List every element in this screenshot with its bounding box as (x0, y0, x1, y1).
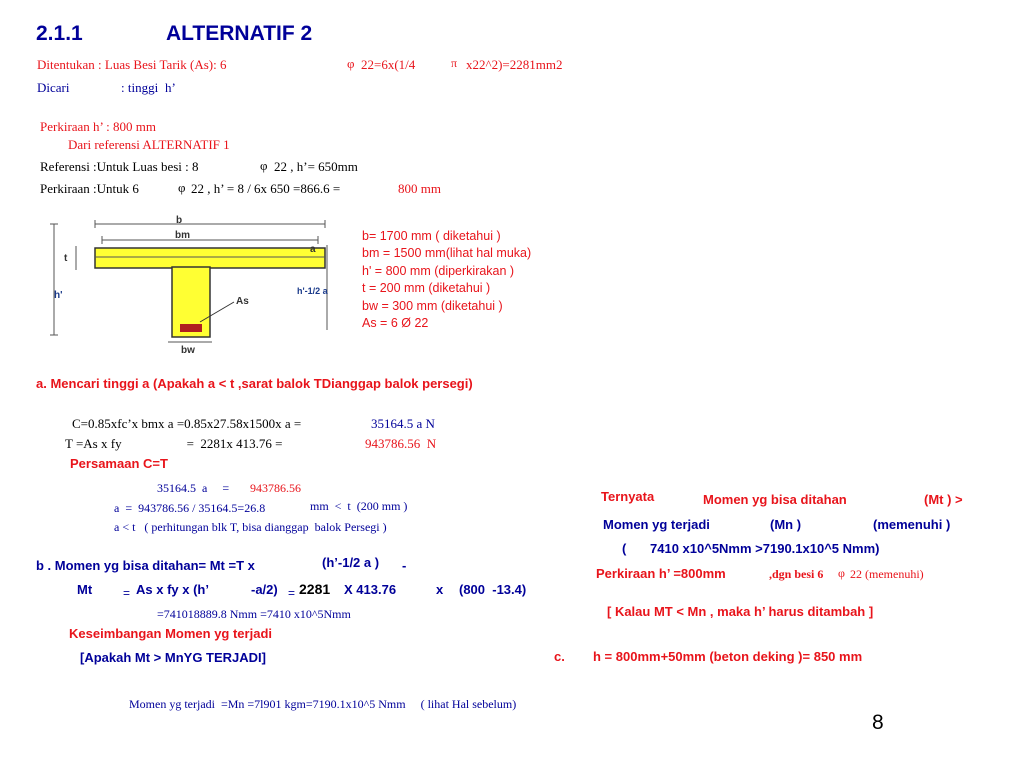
right-line-1: Momen yg bisa ditahan (703, 492, 847, 507)
spec-b: b= 1700 mm ( diketahui ) (362, 229, 501, 243)
mt-expression-fy: X 413.76 (344, 582, 397, 597)
spec-bm: bm = 1500 mm(lihat hal muka) (362, 246, 532, 261)
mt-eq: = (123, 586, 131, 600)
mt-expression-b: -a/2) (251, 582, 278, 597)
mt-result: =741018889.8 Nmm =7410 x10^5Nmm (157, 607, 351, 621)
right-line-2-c: (memenuhi ) (873, 517, 951, 532)
phi-icon: φ (260, 158, 268, 173)
find-label: Dicari (37, 80, 70, 95)
question-line: [Apakah Mt > MnYG TERJADI] (80, 650, 266, 665)
estimate-detail: Perkiraan :Untuk 6 (40, 181, 139, 196)
estimate-line: Perkiraan h’ : 800 mm (40, 119, 157, 134)
section-b-bracket: (h’-1/2 a ) (322, 555, 380, 570)
given-line (37, 57, 226, 73)
given-result: x22^2)=2281mm2 (466, 57, 563, 72)
section-number: 2.1.1 (36, 22, 83, 45)
t-force-value: 943786.56 N (365, 436, 437, 451)
part-c-text: h = 800mm+50mm (beton deking )= 850 mm (593, 649, 863, 664)
reference-value: 22 , h’= 650mm (274, 159, 358, 174)
reference-line: Dari referensi ALTERNATIF 1 (68, 137, 230, 152)
equation-1-value: 943786.56 (250, 481, 301, 495)
equation-1: 35164.5 a = (157, 481, 230, 495)
equation-2: a = 943786.56 / 35164.5=26.8 (114, 501, 266, 515)
right-line-5: [ Kalau MT < Mn , maka h’ harus ditambah ] (607, 604, 874, 619)
spec-bw: bw = 300 mm (diketahui ) (362, 298, 503, 313)
diagram-label-bw: bw (181, 345, 195, 356)
find-var: h’ (165, 80, 176, 95)
reference-detail: Referensi :Untuk Luas besi : 8 (40, 159, 199, 174)
diagram-label-h-half: h'-1/2 a (297, 286, 328, 296)
find-text: : tinggi (121, 80, 159, 95)
spec-t: t = 200 mm (diketahui ) (362, 281, 491, 296)
diagram-label-bm: bm (175, 230, 190, 241)
diagram-label-t: t (64, 253, 68, 264)
given-text: Ditentukan : Luas Besi Tarik (As): 6 (37, 57, 227, 72)
mt-expression-eq: = (288, 586, 296, 600)
balance-title: Keseimbangan Momen yg terjadi (69, 626, 272, 641)
right-line-2: Momen yg terjadi (603, 517, 710, 532)
right-line-4: Perkiraan h’ =800mm (596, 566, 726, 581)
t-force-line: T =As x fy = 2281x 413.76 = (65, 436, 283, 451)
mt-expression-x: x (436, 582, 444, 597)
estimate-calc: 22 , h’ = 8 / 6x 650 =866.6 = (191, 181, 341, 196)
right-line-1-b: (Mt ) > (924, 492, 963, 507)
section-a-heading: a. Mencari tinggi a (Apakah a < t ,sarat balok TDianggap balok persegi) (36, 376, 473, 391)
phi-icon: φ (178, 180, 186, 195)
equation-2-compare: mm < t (200 mm ) (310, 499, 408, 513)
right-line-3-open: ( (622, 541, 627, 556)
diagram-label-a: a (310, 244, 316, 255)
phi-icon: φ (347, 56, 355, 71)
diagram-label-b: b (176, 215, 183, 226)
mt-label: Mt (77, 582, 93, 597)
diagram-label-h: h' (54, 290, 63, 301)
section-b-dash: - (402, 558, 407, 573)
part-c-label: c. (554, 649, 565, 664)
right-line-4-c: 22 (memenuhi) (850, 567, 924, 581)
mt-expression-as: 2281 (299, 581, 331, 597)
page-number: 8 (872, 711, 884, 734)
equation-title: Persamaan C=T (70, 456, 168, 471)
beam-flange (95, 248, 325, 268)
rebar-mark (180, 324, 202, 332)
spec-h: h' = 800 mm (diperkirakan ) (362, 263, 515, 278)
spec-list (362, 228, 531, 332)
actual-moment: Momen yg terjadi =Mn =7l901 kgm=7190.1x10^5 Nmm ( lihat Hal sebelum) (129, 697, 517, 711)
right-line-4-b: ,dgn besi 6 (769, 567, 824, 581)
phi-icon: φ (838, 566, 845, 580)
t-beam-diagram (40, 210, 360, 360)
c-force-value: 35164.5 a N (371, 416, 435, 431)
right-line-2-b: (Mn ) (770, 517, 802, 532)
mt-expression: As x fy x (h’ (136, 582, 209, 597)
spec-as: As = 6 Ø 22 (362, 316, 429, 331)
pi-icon: π (451, 56, 458, 70)
given-formula: 22=6x(1/4 (361, 57, 416, 72)
c-force-line: C=0.85xfc’x bmx a =0.85x27.58x1500x a = (72, 416, 302, 431)
right-line-3: 7410 x10^5Nmm >7190.1x10^5 Nmm) (650, 541, 880, 556)
section-b-heading: b . Momen yg bisa ditahan= Mt =T x (36, 558, 255, 573)
section-title: ALTERNATIF 2 (166, 22, 313, 45)
ternyata-label: Ternyata (601, 489, 655, 504)
mt-expression-arm: (800 -13.4) (459, 582, 527, 597)
equation-3: a < t ( perhitungan blk T, bisa dianggap balok Persegi ) (114, 520, 387, 534)
estimate-result: 800 mm (398, 181, 441, 196)
diagram-label-as: As (236, 296, 249, 307)
